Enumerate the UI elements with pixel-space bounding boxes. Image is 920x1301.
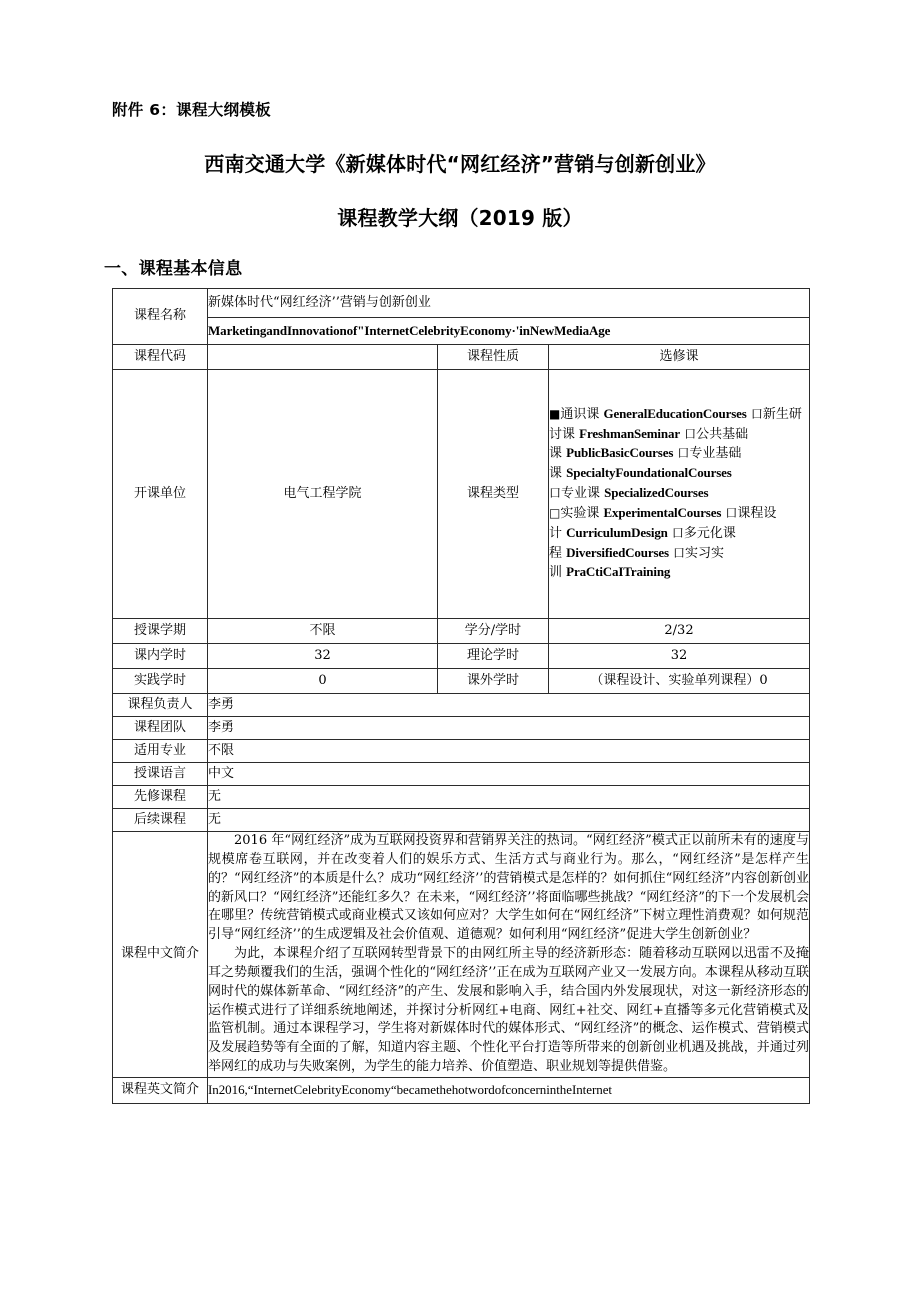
value-theory-hours: 32: [549, 644, 810, 669]
course-basic-info-table: [112, 288, 810, 1104]
label-intro-cn: 课程中文简介: [113, 832, 208, 1078]
value-course-name-en: MarketingandInnovationof"InternetCelebrityEconomy·'inNewMediaAge: [208, 318, 810, 345]
course-type-option-label-cn: 实习实训: [549, 545, 725, 581]
intro-cn-paragraph-1: 2016 年“网红经济”成为互联网投资界和营销界关注的热词。“网红经济”模式正以前所未有的速度与规模席卷互联网，并在改变着人们的娱乐方式、生活方式与商业行为。那么，“网红经济”是怎样产生的？“网红经济”的本质是什么？成功“网红经济’’的营销模式是怎样的？如何抓住“网红经济”内容创新创业的新风口？“网红经济”还能红多久？在未来，“网红经济’’将面临哪些挑战？“网红经济”的下一个发展机会在哪里？传统营销模式或商业模式又该如何应对？大学生如何在“网红经济”下树立理性消费观？如何规范引导“网红经济’’的生成逻辑及社会价值观、道德观？如何利用“网红经济”促进大学生创新创业？: [208, 833, 809, 943]
label-course-team: 课程团队: [113, 717, 208, 740]
table-row-department: [113, 370, 810, 619]
course-type-option-label-cn: 公共基础课: [549, 426, 749, 462]
course-type-option-label-en: GeneralEducationCourses: [603, 405, 747, 421]
checkbox-empty-icon[interactable]: 口: [671, 525, 684, 540]
value-course-name-cn: 新媒体时代“网红经济’’营销与创新创业: [208, 289, 810, 318]
value-out-class-hours: （课程设计、实验单列课程）0: [549, 669, 810, 694]
course-type-option-label-cn: 专业课: [561, 486, 601, 502]
course-type-option-label-en: PraCtiCaITraining: [566, 564, 671, 580]
value-applicable-major: 不限: [208, 740, 810, 763]
checkbox-empty-icon[interactable]: 口: [750, 406, 763, 421]
label-intro-en: 课程英文简介: [113, 1077, 208, 1103]
course-type-option-label-en: FreshmanSeminar: [579, 425, 680, 441]
intro-cn-paragraph-2: 为此，本课程介绍了互联网转型背景下的由网红所主导的经济新形态：随着移动互联网以迅雷不及掩耳之势颠覆我们的生活，强调个性化的“网红经济’’正在成为互联网产业又一发展方向。本课程从移动互联网时代的媒体新革命、“网红经济”的产生、发展和影响入手，结合国内外发展现状，对这一新经济形态的运作模式进行了详细系统地阐述，并探讨分析网红+电商、网红+社交、网红+直播等多元化营销模式及监管机制。通过本课程学习，学生将对新媒体时代的媒体形式、“网红经济”的概念、运作模式、营销模式及发展趋势等有全面的了解，知道内容主题、个性化平台打造等所带来的创新创业机遇及挑战，并通过列举网红的成功与失败案例，为学生的能力培养、价值塑造、职业规划等提供借鉴。: [208, 946, 809, 1075]
checkbox-empty-icon[interactable]: 口: [549, 486, 562, 501]
value-course-code: [208, 345, 438, 370]
course-type-option-label-en: SpecialtyFoundationalCourses: [566, 465, 732, 481]
attachment-label: 附件 6：课程大纲模板: [112, 101, 271, 119]
value-course-leader: 李勇: [208, 694, 810, 717]
course-type-option-label-en: PublicBasicCourses: [566, 445, 674, 461]
table-row-intro-en: [113, 1077, 810, 1103]
label-course-code: 课程代码: [113, 345, 208, 370]
checkbox-empty-icon[interactable]: 口: [677, 446, 690, 461]
label-course-nature: 课程性质: [438, 345, 549, 370]
value-semester: 不限: [208, 619, 438, 644]
table-row-in-class-hours: [113, 644, 810, 669]
label-course-leader: 课程负责人: [113, 694, 208, 717]
course-type-option-label-cn: 通识课: [560, 406, 600, 422]
checkbox-empty-icon[interactable]: 口: [725, 505, 738, 520]
course-type-option-label-cn: 实验课: [560, 505, 600, 521]
label-department: 开课单位: [113, 370, 208, 619]
label-subsequent-courses: 后续课程: [113, 809, 208, 832]
checkbox-empty-icon[interactable]: 口: [673, 545, 686, 560]
course-type-option-label-cn: 课程设计: [549, 505, 777, 541]
course-type-options-list: [549, 370, 810, 619]
label-applicable-major: 适用专业: [113, 740, 208, 763]
label-theory-hours: 理论学时: [438, 644, 549, 669]
course-type-option-label-cn: 多元化课程: [549, 525, 736, 561]
value-in-class-hours: 32: [208, 644, 438, 669]
table-row-prerequisite-courses: [113, 786, 810, 809]
label-out-class-hours: 课外学时: [438, 669, 549, 694]
label-teaching-language: 授课语言: [113, 763, 208, 786]
table-row-intro-cn: [113, 832, 810, 1078]
value-practice-hours: 0: [208, 669, 438, 694]
value-intro-en: In2016,“InternetCelebrityEconomy“becamethehotwordofconcernintheInternet: [208, 1077, 810, 1103]
label-semester: 授课学期: [113, 619, 208, 644]
value-course-nature: 选修课: [549, 345, 810, 370]
course-type-option-label-cn: 新生研讨课: [549, 406, 802, 442]
value-teaching-language: 中文: [208, 763, 810, 786]
label-credits-hours: 学分/学时: [438, 619, 549, 644]
label-practice-hours: 实践学时: [113, 669, 208, 694]
table-row-practice-hours: [113, 669, 810, 694]
table-row-course-leader: [113, 694, 810, 717]
document-title-line-2: 课程教学大纲（2019 版）: [337, 206, 583, 230]
table-row-applicable-major: [113, 740, 810, 763]
section-heading-basic-info: 一、课程基本信息: [104, 259, 243, 279]
value-subsequent-courses: 无: [208, 809, 810, 832]
checkbox-empty-icon[interactable]: 口: [684, 426, 697, 441]
checkbox-filled-icon[interactable]: ■: [549, 406, 561, 421]
label-prerequisite-courses: 先修课程: [113, 786, 208, 809]
checkbox-empty-icon[interactable]: □: [549, 505, 561, 520]
course-type-option-label-en: SpecializedCourses: [604, 485, 709, 501]
value-prerequisite-courses: 无: [208, 786, 810, 809]
course-type-option-label-en: ExperimentalCourses: [603, 504, 722, 520]
table-row-semester: [113, 619, 810, 644]
course-type-option-label-cn: 专业基础课: [549, 446, 742, 482]
value-credits-hours: 2/32: [549, 619, 810, 644]
course-type-option[interactable]: [549, 407, 747, 422]
course-type-option-label-en: CurriculumDesign: [566, 524, 668, 540]
value-department: 电气工程学院: [208, 370, 438, 619]
value-intro-cn: [208, 832, 810, 1078]
course-type-option-label-en: DiversifiedCourses: [566, 544, 669, 560]
label-in-class-hours: 课内学时: [113, 644, 208, 669]
table-row-course-team: [113, 717, 810, 740]
value-course-team: 李勇: [208, 717, 810, 740]
table-row-teaching-language: [113, 763, 810, 786]
label-course-type: 课程类型: [438, 370, 549, 619]
table-row-course-code: [113, 345, 810, 370]
document-title-line-1: 西南交通大学《新媒体时代“网红经济”营销与创新创业》: [204, 152, 716, 176]
course-type-option[interactable]: [549, 486, 708, 501]
table-row-course-name-en: [113, 318, 810, 345]
course-type-option[interactable]: [549, 506, 721, 521]
table-row-course-name-cn: [113, 289, 810, 318]
label-course-name: 课程名称: [113, 289, 208, 345]
table-row-subsequent-courses: [113, 809, 810, 832]
